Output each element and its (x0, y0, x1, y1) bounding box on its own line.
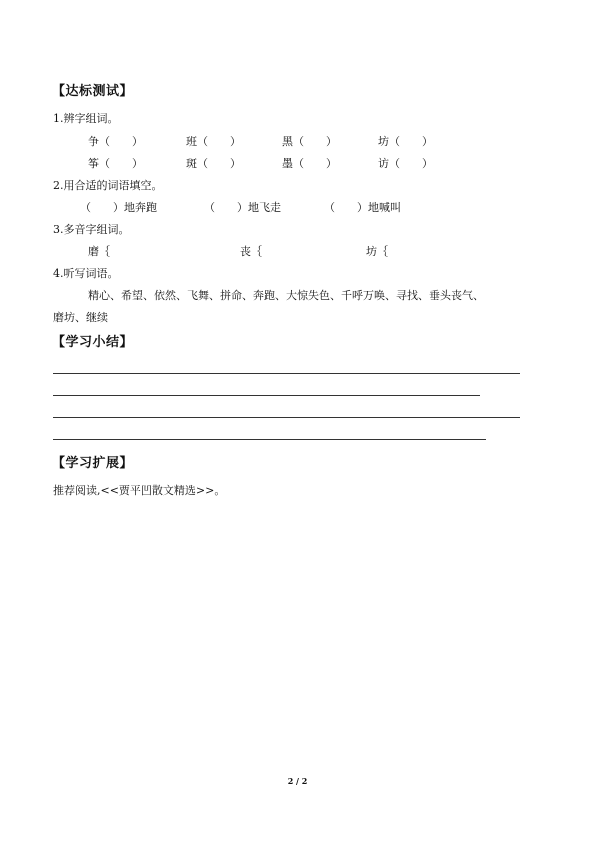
q1-row1-item-4: 坊（ ） (378, 135, 433, 148)
section-heading-summary: 【学习小结】 (52, 335, 134, 350)
q1-row1-item-2: 班（ ） (186, 135, 241, 148)
question-1-label: 1.辨字组词。 (53, 112, 119, 125)
summary-answer-line-1 (53, 373, 520, 374)
q3-item-3: 坊｛ (366, 245, 388, 258)
q4-words-line-1: 精心、希望、依然、飞舞、拼命、奔跑、大惊失色、千呼万唤、寻找、垂头丧气、 (88, 289, 484, 302)
summary-answer-line-4 (53, 439, 486, 440)
q1-row2-item-3: 墨（ ） (282, 157, 337, 170)
q2-item-2: （ ）地飞走 (204, 201, 281, 214)
question-3-label: 3.多音字组词。 (53, 223, 130, 236)
question-4-label: 4.听写词语。 (53, 267, 119, 280)
section-heading-test: 【达标测试】 (52, 84, 134, 99)
q1-row2-item-2: 斑（ ） (186, 157, 241, 170)
section-heading-extension: 【学习扩展】 (52, 456, 134, 471)
question-2-label: 2.用合适的词语填空。 (53, 179, 163, 192)
q1-row1-item-3: 黑（ ） (282, 135, 337, 148)
page-number: 2 / 2 (287, 776, 308, 786)
q3-item-2: 丧｛ (240, 245, 262, 258)
summary-answer-line-2 (53, 395, 480, 396)
q2-item-3: （ ）地喊叫 (324, 201, 401, 214)
q1-row2-item-4: 访（ ） (378, 157, 433, 170)
q2-item-1: （ ）地奔跑 (80, 201, 157, 214)
q1-row2-item-1: 筝（ ） (88, 157, 143, 170)
summary-answer-line-3 (53, 417, 520, 418)
recommended-reading-text: 推荐阅读,<<贾平凹散文精选>>。 (53, 484, 226, 497)
q1-row1-item-1: 争（ ） (88, 135, 143, 148)
q4-words-line-2: 磨坊、继续 (53, 311, 108, 324)
q3-item-1: 磨｛ (88, 245, 110, 258)
